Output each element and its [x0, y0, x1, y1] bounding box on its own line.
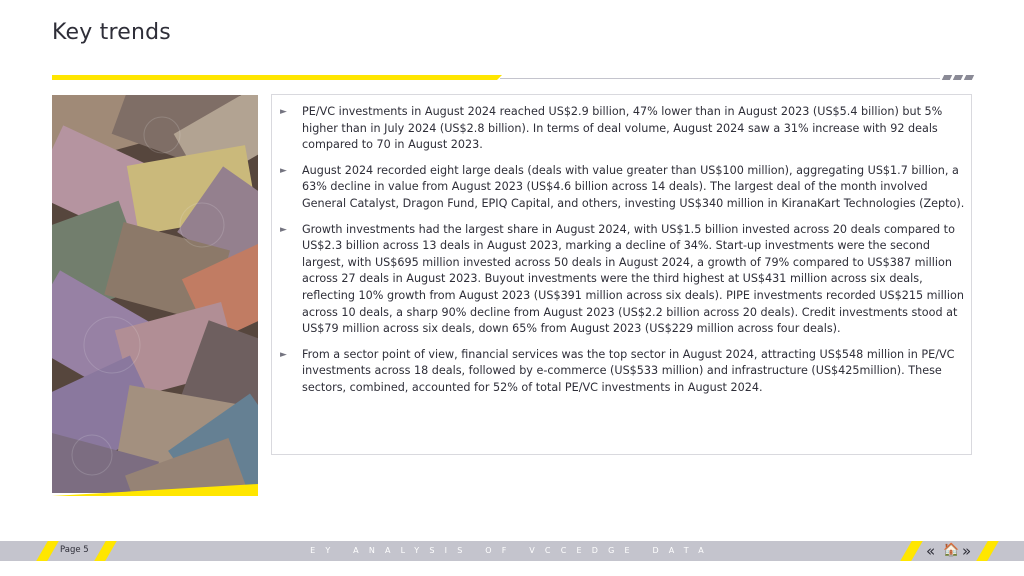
page-title: Key trends	[52, 20, 171, 45]
bullet-text: August 2024 recorded eight large deals (deals with value greater than US$100 million), aggregating US$1.7 billion, a 63% decline in value from August 2023 (US$4.6 billion across 14 deals). The largest deal of the month involved General Catalyst, Dragon Fund, EPIQ Capital, and others, investing US$340 million in KiranaKart Technologies (Zepto).	[302, 163, 965, 210]
bullet-arrow-icon: ►	[280, 107, 287, 117]
bullet-text: PE/VC investments in August 2024 reached US$2.9 billion, 47% lower than in August 2023 (US$5.4 billion) but 5% higher than in July 2024 (US$2.8 billion). In terms of deal volume, August 2024 saw a 31% increase with 92 deals compared to 70 in August 2023.	[302, 105, 943, 152]
bullet-text: Growth investments had the largest share in August 2024, with US$1.5 billion invested across 20 deals compared to US$2.3 billion across 13 deals in August 2023, marking a decline of 34%. Start-up investments were the second largest, with US$695 million invested across 50 deals in August 2024, a growth of 79% compared to US$387 million across 27 deals in August 2023. Buyout investments were the third highest at US$431 million across six deals, reflecting 10% growth from August 2023 (US$391 million across six deals). PIPE investments recorded US$215 million across 10 deals, a sharp 90% decline from August 2023 (US$2.2 billion across 20 deals). Credit investments stood at US$79 million across six deals, down 65% from August 2023 (US$229 million across four deals).	[302, 222, 964, 336]
bullet-item	[280, 347, 965, 397]
footer-caption: EY ANALYSIS OF VCCEDGE DATA	[310, 546, 714, 555]
bullet-item	[280, 163, 965, 213]
previous-page-icon[interactable]: «	[926, 542, 936, 560]
bullet-text: From a sector point of view, financial services was the top sector in August 2024, attracting US$548 million in PE/VC investments across 18 deals, followed by e-commerce (US$533 million) and infrastructure (US$425million). These sectors, combined, accounted for 52% of total PE/VC investments in August 2024.	[302, 347, 955, 394]
decorative-dashes	[943, 75, 973, 80]
bullet-item	[280, 104, 965, 154]
key-trends-content	[271, 94, 972, 455]
home-icon[interactable]: 🏠	[943, 543, 960, 558]
banknotes-image	[52, 95, 258, 493]
bullet-arrow-icon: ►	[280, 349, 287, 360]
page-number: Page 5	[60, 545, 89, 555]
bullet-item	[280, 222, 965, 338]
title-underline-yellow	[52, 75, 502, 80]
title-underline-grey	[500, 78, 940, 79]
bullet-arrow-icon: ►	[280, 165, 287, 176]
footer-bar	[0, 541, 1024, 561]
bullet-arrow-icon: ►	[280, 224, 287, 235]
next-page-icon[interactable]: »	[962, 542, 972, 560]
